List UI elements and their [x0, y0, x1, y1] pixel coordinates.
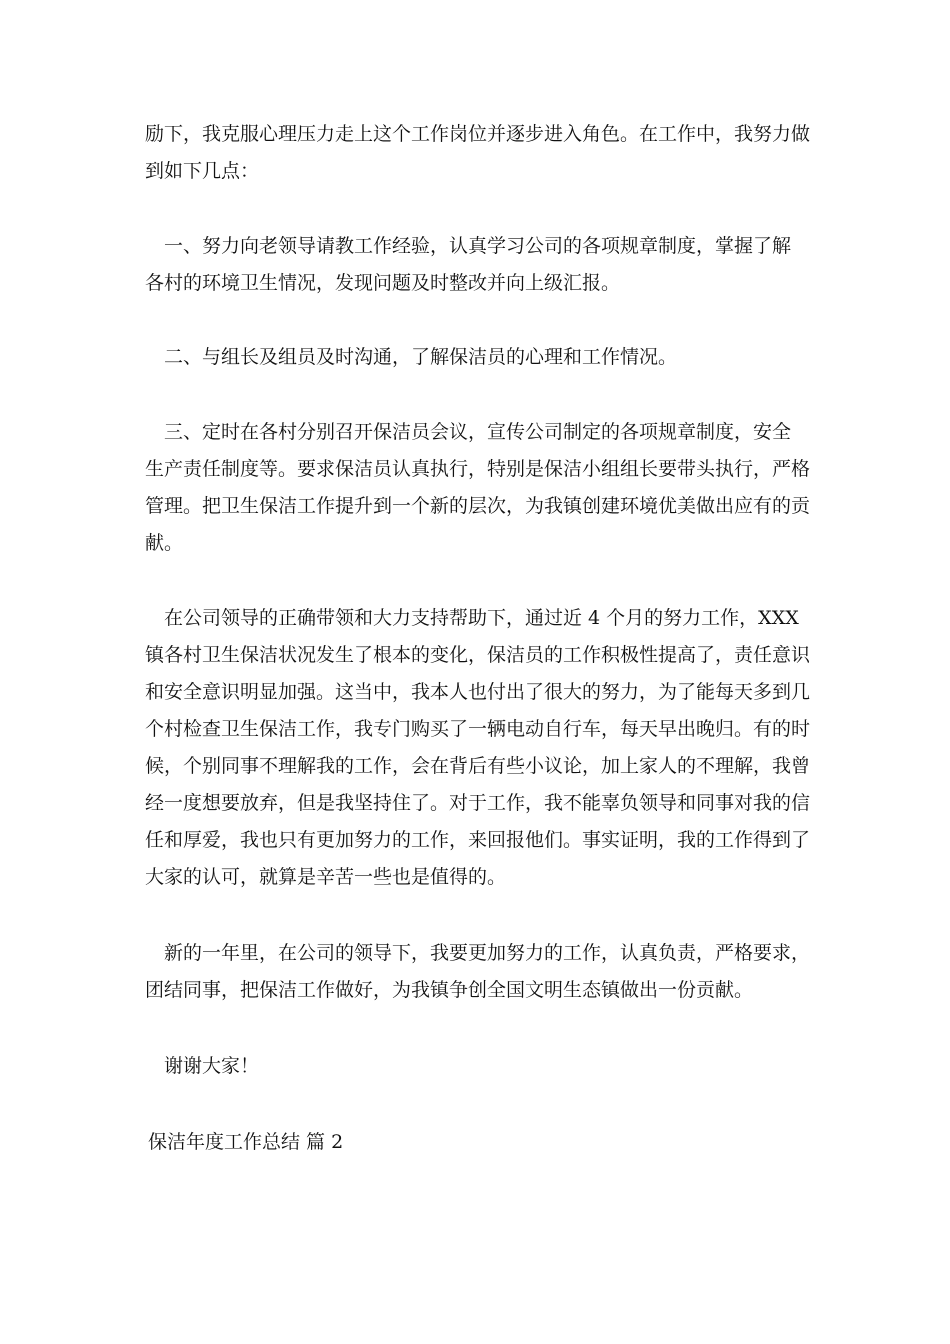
paragraph-line: 到如下几点：: [145, 160, 260, 182]
paragraph-line: 大家的认可，就算是辛苦一些也是值得的。: [145, 866, 507, 888]
paragraph-line: 任和厚爱，我也只有更加努力的工作，来回报他们。事实证明，我的工作得到了: [145, 829, 811, 851]
paragraph-line: 新的一年里，在公司的领导下，我要更加努力的工作，认真负责，严格要求，: [145, 942, 811, 964]
paragraph-line: 三、定时在各村分别召开保洁员会议，宣传公司制定的各项规章制度，安全: [145, 421, 792, 443]
paragraph-line: 候，个别同事不理解我的工作，会在背后有些小议论，加上家人的不理解，我曾: [145, 755, 811, 777]
paragraph-line: 二、与组长及组员及时沟通，了解保洁员的心理和工作情况。: [145, 346, 678, 368]
section-heading: 保洁年度工作总结 篇 2: [148, 1131, 344, 1153]
paragraph-line: 励下，我克服心理压力走上这个工作岗位并逐步进入角色。在工作中，我努力做: [145, 123, 811, 145]
paragraph-line: 生产责任制度等。要求保洁员认真执行，特别是保洁小组组长要带头执行，严格: [145, 458, 811, 480]
paragraph-line: 镇各村卫生保洁状况发生了根本的变化，保洁员的工作积极性提高了，责任意识: [145, 644, 811, 666]
closing-line: 谢谢大家！: [145, 1055, 260, 1077]
paragraph-line: 在公司领导的正确带领和大力支持帮助下，通过近 4 个月的努力工作，XXX: [145, 607, 799, 629]
paragraph-line: 各村的环境卫生情况，发现问题及时整改并向上级汇报。: [145, 272, 621, 294]
paragraph-line: 管理。把卫生保洁工作提升到一个新的层次，为我镇创建环境优美做出应有的贡: [145, 495, 811, 517]
paragraph-line: 团结同事，把保洁工作做好，为我镇争创全国文明生态镇做出一份贡献。: [145, 979, 754, 1001]
paragraph-line: 一、努力向老领导请教工作经验，认真学习公司的各项规章制度，掌握了解: [145, 235, 792, 257]
paragraph-line: 经一度想要放弃，但是我坚持住了。对于工作，我不能辜负领导和同事对我的信: [145, 792, 811, 814]
paragraph-line: 献。: [145, 532, 184, 554]
paragraph-line: 和安全意识明显加强。这当中，我本人也付出了很大的努力，为了能每天多到几: [145, 681, 811, 703]
paragraph-line: 个村检查卫生保洁工作，我专门购买了一辆电动自行车，每天早出晚归。有的时: [145, 718, 811, 740]
